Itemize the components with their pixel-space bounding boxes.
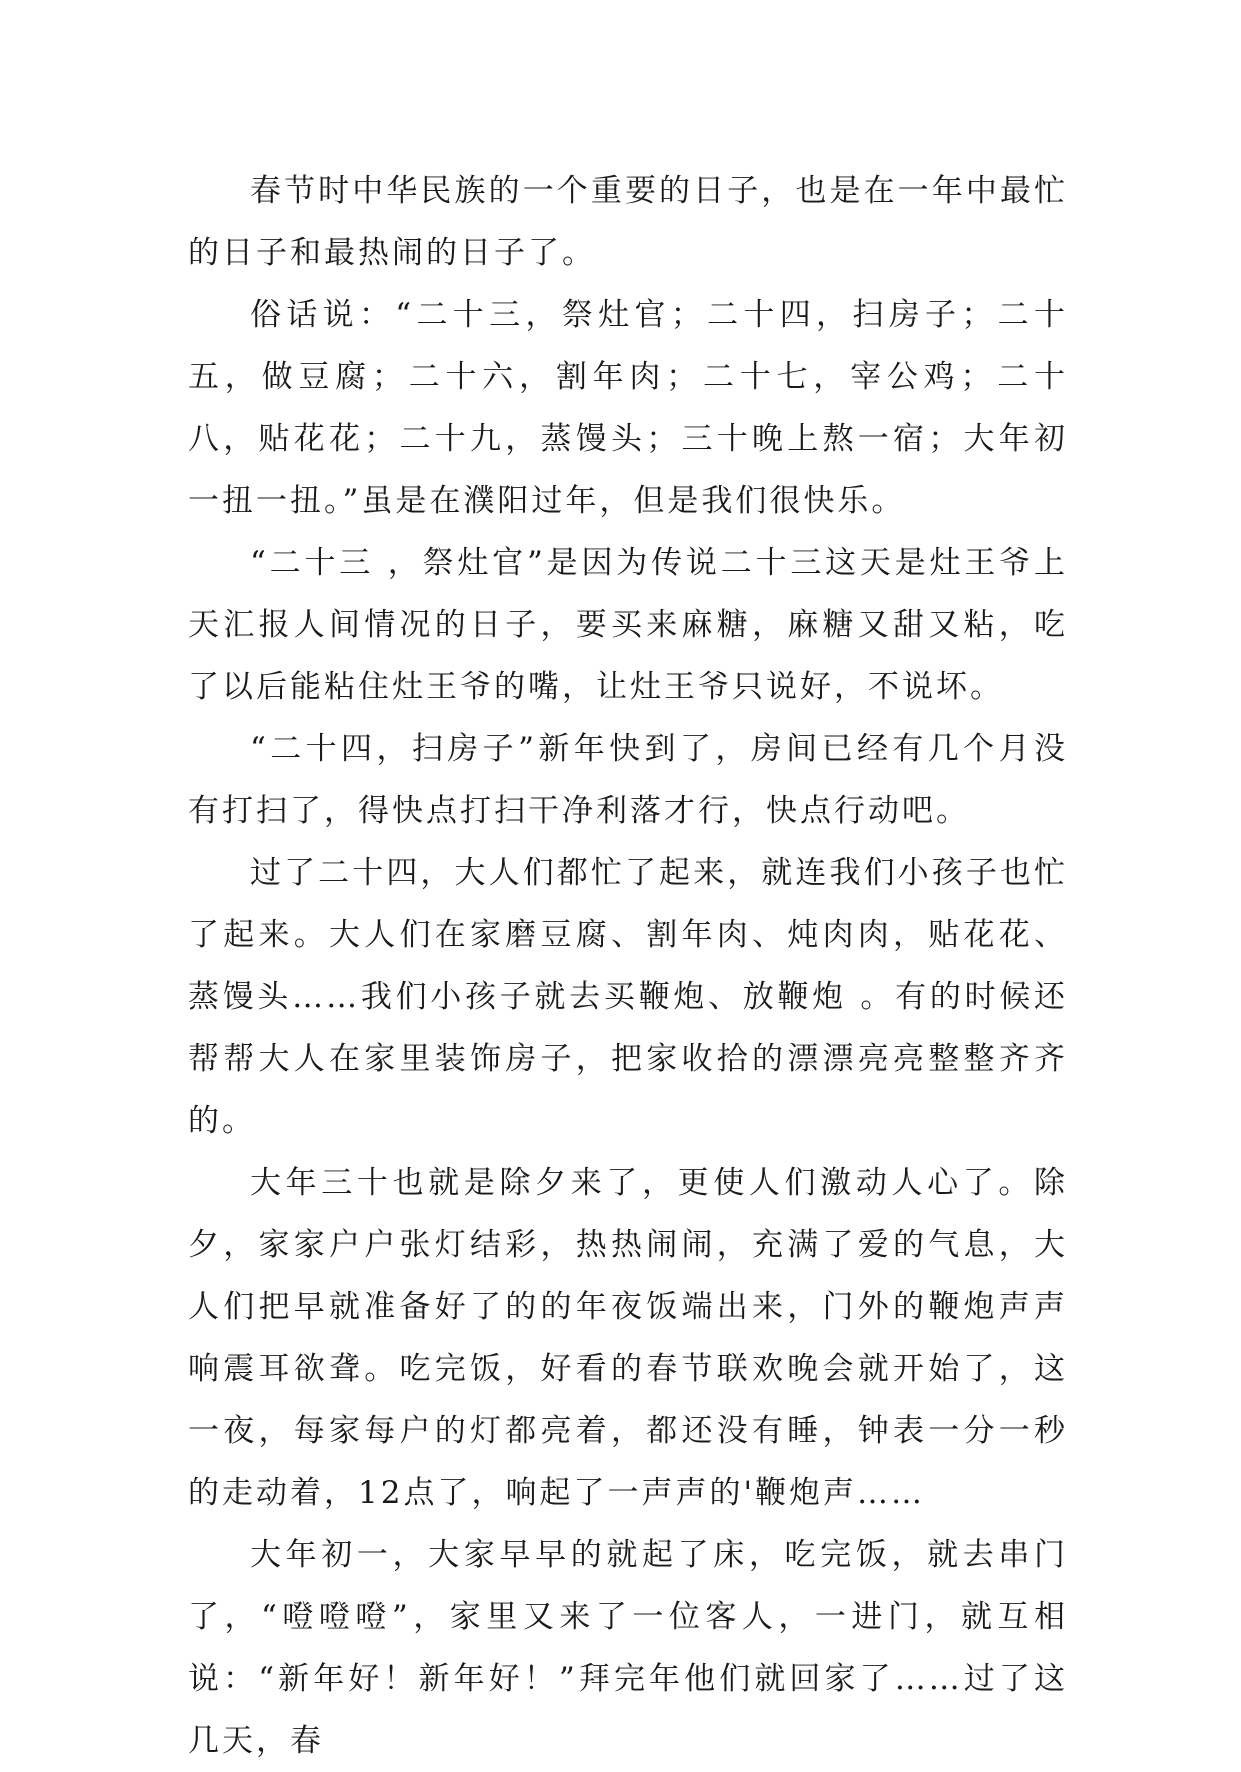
paragraph-3: “二十三 ，祭灶官”是因为传说二十三这天是灶王爷上天汇报人间情况的日子，要买来麻糖，麻糖又甜又粘，吃了以后能粘住灶王爷的嘴，让灶王爷只说好，不说坏。 — [188, 545, 1068, 705]
paragraph-4: “二十四，扫房子”新年快到了，房间已经有几个月没有打扫了，得快点打扫干净利落才行，快点行动吧。 — [188, 731, 1068, 829]
paragraph-1: 春节时中华民族的一个重要的日子，也是在一年中最忙的日子和最热闹的日子了。 — [188, 173, 1068, 271]
paragraph-6: 大年三十也就是除夕来了，更使人们激动人心了。除夕，家家户户张灯结彩，热热闹闹，充满了爱的气息，大人们把早就准备好了的的年夜饭端出来，门外的鞭炮声声响震耳欲聋。吃完饭，好看的春节联欢晚会就开始了，这一夜，每家每户的灯都亮着，都还没有睡，钟表一分一秒的走动着，12点了，响起了一声声的'鞭炮声…… — [188, 1165, 1068, 1511]
document-body — [188, 160, 1068, 1772]
paragraph-5: 过了二十四，大人们都忙了起来，就连我们小孩子也忙了起来。大人们在家磨豆腐、割年肉、炖肉肉，贴花花、蒸馒头……我们小孩子就去买鞭炮、放鞭炮 。有的时候还帮帮大人在家里装饰房子，把家收拾的漂漂亮亮整整齐齐的。 — [188, 855, 1068, 1139]
paragraph-2: 俗话说：“二十三，祭灶官；二十四，扫房子；二十五，做豆腐；二十六，割年肉；二十七，宰公鸡；二十八，贴花花；二十九，蒸馒头；三十晚上熬一宿；大年初一扭一扭。”虽是在濮阳过年，但是我们很快乐。 — [188, 297, 1068, 519]
paragraph-7: 大年初一，大家早早的就起了床，吃完饭，就去串门了，“噔噔噔”，家里又来了一位客人，一进门，就互相说：“新年好！新年好！”拜完年他们就回家了……过了这几天，春 — [188, 1537, 1068, 1759]
